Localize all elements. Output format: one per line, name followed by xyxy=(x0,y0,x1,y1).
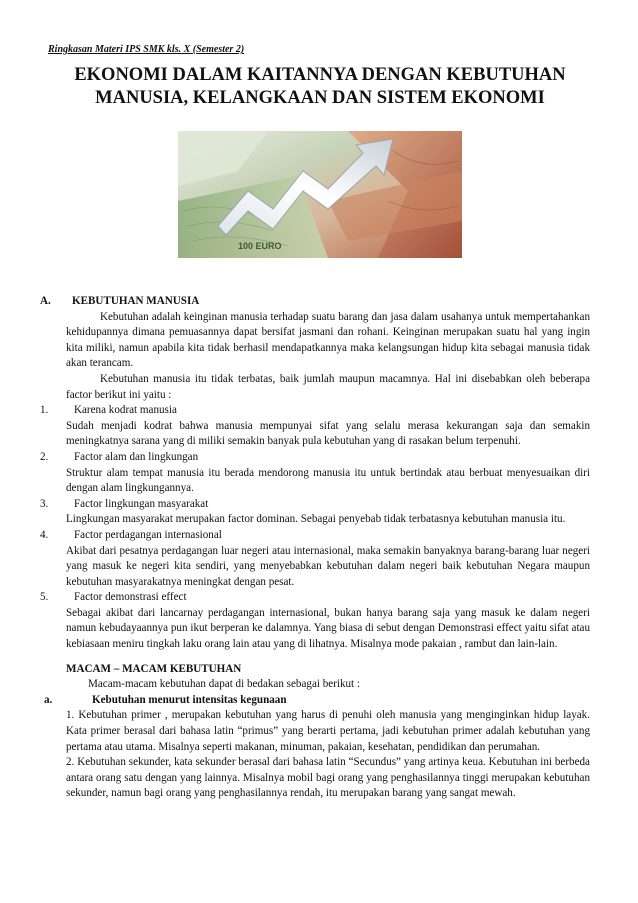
macam-intro: Macam-macam kebutuhan dapat di bedakan sebagai berikut : xyxy=(88,678,360,691)
factor-body: Struktur alam tempat manusia itu berada mendorong manusia itu untuk bertindak atau berbuat menyesuaikan diri dengan alam lingkungannya. xyxy=(66,466,590,495)
subsection-a-heading xyxy=(40,693,590,709)
paragraph: Kebutuhan manusia itu tidak terbatas, baik jumlah maupun macamnya. Hal ini disebabkan oleh beberapa factor berikut ini yaitu : xyxy=(66,372,590,401)
document-header: Ringkasan Materi IPS SMK kls. X (Semester 2) xyxy=(48,44,245,55)
factor-title: Factor alam dan lingkungan xyxy=(74,450,199,463)
paragraph: Kebutuhan adalah keinginan manusia terhadap suatu barang dan jasa dalam usahanya untuk mempertahankan kehidupannya dimana pemuasannya dapat bersifat jasmani dan rohani. Keinginan merupakan suatu hal yang ingin kita miliki, namun apabila kita tidak berhasil mendapatkannya maka kelangsungan hidup kita sebagai manusia tidak akan terancam. xyxy=(66,310,590,370)
factor-body: Akibat dari pesatnya perdagangan luar negeri atau internasional, maka semakin banyaknya barang-barang luar negeri yang masuk ke negeri kita sendiri, yang menyebabkan kebutuhan dalam negeri baik kebutuhan Negara maupun kebutuhan masyarakatnya meningkat dengan pesat. xyxy=(66,544,590,588)
subsection-a-title: Kebutuhan menurut intensitas kegunaan xyxy=(92,693,287,706)
economy-growth-image xyxy=(178,131,462,258)
factor-item xyxy=(40,497,590,513)
factor-title: Factor perdagangan internasional xyxy=(74,528,222,541)
section-a-heading xyxy=(40,294,590,310)
document-title: EKONOMI DALAM KAITANNYA DENGAN KEBUTUHAN MANUSIA, KELANGKAAN DAN SISTEM EKONOMI xyxy=(74,65,566,108)
svg-text:100 EURO: 100 EURO xyxy=(238,241,282,251)
needs-item-secondary: 2. Kebutuhan sekunder, kata sekunder berasal dari bahasa latin “Secundus” yang artinya keua. Kebutuhan ini berbeda antara orang satu dengan yang lainnya. Misalnya mobil bagi orang yang penghasilannya tinggi merupakan kebutuhan sekunder, namun bagi orang yang penghasilannya rendah, itu merupakan barang yang sangat mewah. xyxy=(66,756,590,800)
factor-item xyxy=(40,590,590,606)
factor-number: 3. xyxy=(40,497,49,510)
factor-number: 2. xyxy=(40,450,49,463)
factor-number: 1. xyxy=(40,404,49,417)
factor-item xyxy=(40,403,590,419)
factor-number: 5. xyxy=(40,591,49,604)
section-a-marker: A. xyxy=(40,295,51,307)
factor-body: Sudah menjadi kodrat bahwa manusia mempunyai sifat yang selalu merasa kekurangan saja dan semakin meningkatnya sarana yang di miliki semakin banyak pula kebutuhan yang di rasakan belum terpenuhi. xyxy=(66,419,590,448)
factor-item xyxy=(40,528,590,544)
factor-title: Factor lingkungan masyarakat xyxy=(74,497,209,510)
factor-body: Lingkungan masyarakat merupakan factor dominan. Sebagai penyebab tidak terbatasnya kebutuhan manusia itu. xyxy=(66,513,566,526)
factor-item xyxy=(40,450,590,466)
factor-body: Sebagai akibat dari lancarnay perdagangan internasional, bukan hanya barang saja yang masuk ke dalam negeri namun kebudayaannya pun ikut berperan ke dalamnya. Yang biasa di sebut dengan Demonstrasi effect yaitu sifat atau kebiasaan meniru tingkah laku orang lain atau yang di lihatnya. Misalnya mode pakaian , rambut dan lain-lain. xyxy=(66,606,590,651)
section-a-title: KEBUTUHAN MANUSIA xyxy=(72,295,200,307)
subsection-a-marker: a. xyxy=(44,693,53,706)
factor-title: Factor demonstrasi effect xyxy=(74,591,187,604)
factor-number: 4. xyxy=(40,528,49,541)
document-body xyxy=(40,294,590,802)
needs-item-primary: 1. Kebutuhan primer , merupakan kebutuhan yang harus di penuhi oleh manusia yang menginginkan hidup layak. Kata primer berasal dari bahasa latin “primus” yang berarti pertama, jadi kebutuhan primer adalah kebutuhan yang pertama atau utama. Misalnya seperti makanan, minuman, pakaian, kesehatan, pendidikan dan perumahan. xyxy=(66,709,590,753)
macam-heading: MACAM – MACAM KEBUTUHAN xyxy=(66,662,242,675)
factor-title: Karena kodrat manusia xyxy=(74,404,177,417)
